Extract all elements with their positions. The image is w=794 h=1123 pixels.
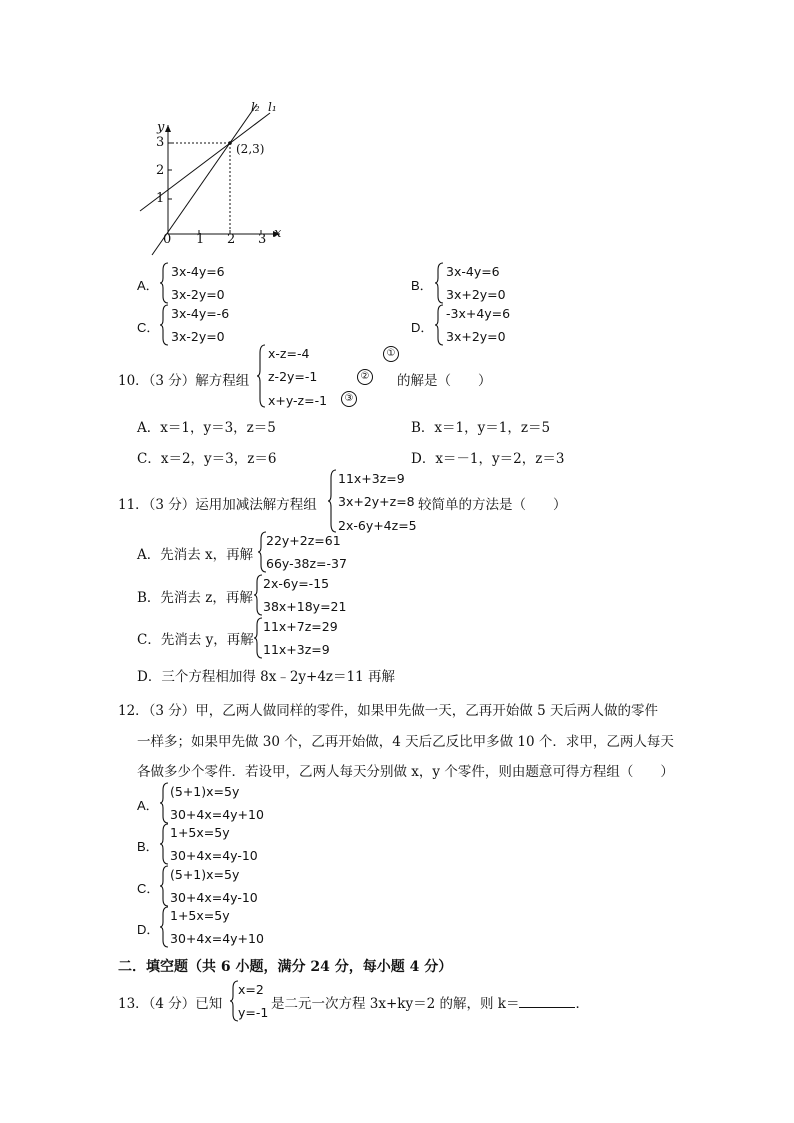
y-tick-2: 2: [156, 163, 165, 178]
brace-icon: [253, 574, 263, 616]
q10-prefix: 10．（3 分）解方程组: [118, 373, 250, 389]
q12-option-a-letter[interactable]: A．: [137, 798, 159, 813]
q13-period: ．: [575, 996, 589, 1012]
circled-3-icon: ③: [341, 391, 357, 407]
q9-option-a-letter[interactable]: A．: [137, 278, 159, 293]
q10-option-c[interactable]: C．x＝2，y＝3，z＝6: [137, 451, 277, 467]
q12-line-1: 12．（3 分）甲，乙两人做同样的零件，如果甲先做一天，乙再开始做 5 天后两人做的零件: [118, 703, 658, 719]
brace-icon: [159, 865, 169, 907]
circled-1-icon: ①: [383, 346, 399, 362]
q11-option-b[interactable]: B．先消去 z，再解: [137, 590, 253, 606]
q10-option-b[interactable]: B．x＝1，y＝1，z＝5: [411, 420, 551, 436]
brace-icon: [159, 782, 169, 824]
y-tick-1: 1: [156, 191, 165, 206]
circled-2-icon: ②: [357, 369, 373, 385]
x-tick-1: 1: [196, 232, 205, 247]
brace-icon: [159, 823, 169, 865]
brace-icon: [159, 906, 169, 948]
x-axis-label: x: [274, 226, 282, 241]
q12-line-3: 各做多少个零件．若设甲，乙两人每天分别做 x，y 个零件，则由题意可得方程组（ ）: [137, 764, 674, 780]
q11-option-a[interactable]: A．先消去 x，再解: [137, 547, 254, 563]
y-axis-label: y: [157, 120, 165, 135]
q13-suffix: [271, 992, 589, 1012]
section-heading: 二．填空题（共 6 小题，满分 24 分，每小题 4 分）: [118, 959, 453, 975]
brace-icon: [159, 304, 169, 346]
brace-icon: [256, 344, 266, 408]
intersection-label: (2,3): [236, 142, 265, 156]
x-tick-2: 2: [227, 232, 236, 247]
q12-option-c-letter[interactable]: C．: [137, 881, 160, 896]
brace-icon: [327, 469, 337, 533]
q12-line-2: 一样多；如果甲先做 30 个，乙再开始做，4 天后乙反比甲多做 10 个．求甲，乙两人每天: [137, 734, 674, 750]
q9-option-d-letter[interactable]: D．: [411, 320, 434, 335]
line-label-l1: l₁: [268, 100, 277, 114]
q13-suffix-text: 是二元一次方程 3x+ky＝2 的解，则 k＝: [271, 996, 520, 1012]
brace-icon: [434, 304, 444, 346]
brace-icon: [434, 262, 444, 304]
q12-option-d-letter[interactable]: D．: [137, 922, 160, 937]
x-tick-0: 0: [163, 232, 172, 247]
q9-option-c-letter[interactable]: C．: [137, 320, 160, 335]
q9-option-b-letter[interactable]: B．: [411, 278, 433, 293]
q10-suffix: 的解是（ ）: [397, 373, 492, 389]
q12-option-b-letter[interactable]: B．: [137, 839, 159, 854]
answer-blank[interactable]: [519, 995, 575, 1008]
y-tick-3: 3: [156, 135, 165, 150]
q13-prefix: 13．（4 分）已知: [118, 996, 223, 1012]
q10-option-a[interactable]: A．x＝1，y＝3，z＝5: [137, 420, 276, 436]
q10-option-d[interactable]: D．x＝－1，y＝2，z＝3: [411, 451, 565, 467]
q11-option-c[interactable]: C．先消去 y，再解: [137, 632, 254, 648]
q11-option-d[interactable]: D．三个方程相加得 8x﹣2y+4z＝11 再解: [137, 669, 396, 685]
brace-icon: [253, 617, 263, 659]
line-label-l2: l₂: [251, 100, 260, 114]
x-tick-3: 3: [258, 232, 267, 247]
brace-icon: [159, 262, 169, 304]
q11-prefix: 11．（3 分）运用加减法解方程组: [118, 497, 317, 513]
q11-suffix: 较简单的方法是（ ）: [418, 497, 567, 513]
